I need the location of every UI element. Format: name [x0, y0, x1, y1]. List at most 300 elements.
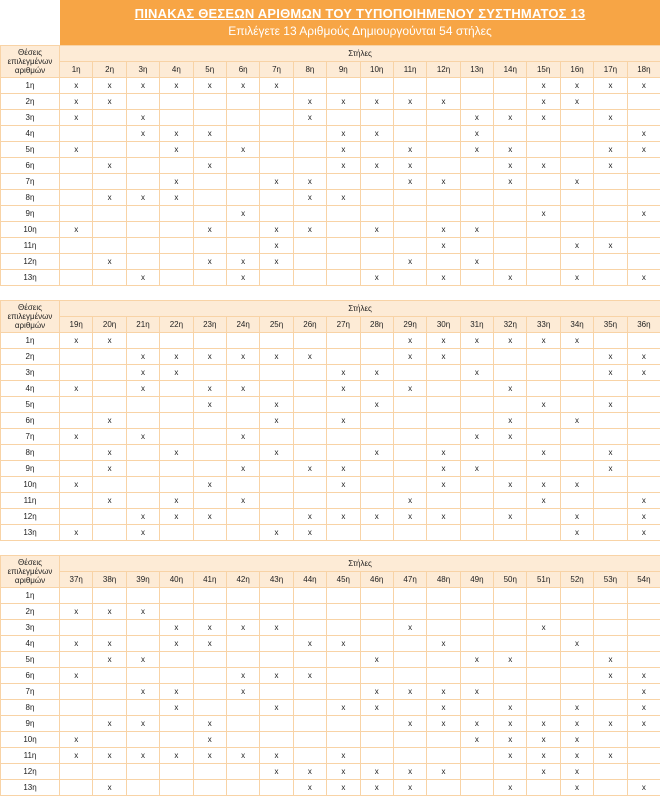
mark-cell: x: [60, 477, 93, 493]
empty-cell: [260, 636, 293, 652]
mark-cell: x: [193, 349, 226, 365]
empty-cell: [93, 684, 126, 700]
empty-cell: [560, 142, 593, 158]
mark-cell: x: [494, 732, 527, 748]
mark-cell: x: [327, 94, 360, 110]
empty-cell: [160, 716, 193, 732]
empty-cell: [427, 142, 460, 158]
empty-cell: [527, 700, 560, 716]
mark-cell: x: [60, 429, 93, 445]
empty-cell: [360, 525, 393, 541]
empty-cell: [327, 652, 360, 668]
empty-cell: [260, 158, 293, 174]
mark-cell: x: [627, 668, 660, 684]
empty-cell: [360, 142, 393, 158]
empty-cell: [594, 413, 627, 429]
mark-cell: x: [226, 142, 259, 158]
empty-cell: [360, 620, 393, 636]
column-header: 32η: [494, 317, 527, 333]
empty-cell: [60, 509, 93, 525]
row-label: 12η: [1, 764, 60, 780]
empty-cell: [327, 349, 360, 365]
empty-cell: [327, 397, 360, 413]
row-label: 1η: [1, 78, 60, 94]
mark-cell: x: [160, 190, 193, 206]
row-label: 3η: [1, 110, 60, 126]
empty-cell: [527, 684, 560, 700]
column-header: 20η: [93, 317, 126, 333]
empty-cell: [427, 110, 460, 126]
mark-cell: x: [360, 397, 393, 413]
mark-cell: x: [93, 445, 126, 461]
row-label: 13η: [1, 780, 60, 796]
empty-cell: [393, 652, 426, 668]
empty-cell: [594, 333, 627, 349]
empty-cell: [560, 493, 593, 509]
empty-cell: [93, 174, 126, 190]
mark-cell: x: [226, 254, 259, 270]
column-header: 1η: [60, 62, 93, 78]
empty-cell: [627, 764, 660, 780]
table-row: [1, 732, 660, 748]
column-header: 45η: [327, 572, 360, 588]
empty-cell: [327, 238, 360, 254]
column-header: 13η: [460, 62, 493, 78]
empty-cell: [460, 604, 493, 620]
empty-cell: [327, 429, 360, 445]
empty-cell: [460, 190, 493, 206]
empty-cell: [60, 206, 93, 222]
empty-cell: [393, 732, 426, 748]
mark-cell: x: [460, 333, 493, 349]
mark-cell: x: [560, 333, 593, 349]
empty-cell: [126, 780, 159, 796]
mark-cell: x: [393, 381, 426, 397]
mark-cell: x: [494, 174, 527, 190]
empty-cell: [427, 620, 460, 636]
mark-cell: x: [460, 126, 493, 142]
table-row: [1, 780, 660, 796]
mark-cell: x: [126, 684, 159, 700]
mark-cell: x: [260, 78, 293, 94]
mark-cell: x: [260, 174, 293, 190]
empty-cell: [494, 445, 527, 461]
empty-cell: [126, 764, 159, 780]
table-row: [1, 333, 660, 349]
empty-cell: [560, 604, 593, 620]
mark-cell: x: [327, 780, 360, 796]
mark-cell: x: [260, 238, 293, 254]
empty-cell: [594, 636, 627, 652]
mark-cell: x: [560, 636, 593, 652]
column-header: 21η: [126, 317, 159, 333]
mark-cell: x: [93, 158, 126, 174]
empty-cell: [226, 636, 259, 652]
mark-cell: x: [494, 700, 527, 716]
column-header: 10η: [360, 62, 393, 78]
empty-cell: [226, 588, 259, 604]
empty-cell: [393, 748, 426, 764]
row-label: 4η: [1, 381, 60, 397]
empty-cell: [393, 700, 426, 716]
mark-cell: x: [327, 509, 360, 525]
row-label: 7η: [1, 429, 60, 445]
mark-cell: x: [93, 652, 126, 668]
table-row: [1, 78, 660, 94]
empty-cell: [560, 429, 593, 445]
empty-cell: [560, 110, 593, 126]
empty-cell: [126, 254, 159, 270]
mark-cell: x: [260, 349, 293, 365]
empty-cell: [60, 764, 93, 780]
empty-cell: [360, 333, 393, 349]
empty-cell: [460, 206, 493, 222]
table-row: [1, 158, 660, 174]
empty-cell: [226, 716, 259, 732]
empty-cell: [527, 365, 560, 381]
empty-cell: [126, 732, 159, 748]
empty-cell: [160, 397, 193, 413]
mark-cell: x: [93, 461, 126, 477]
table-row: [1, 652, 660, 668]
mark-cell: x: [594, 110, 627, 126]
empty-cell: [494, 604, 527, 620]
mark-cell: x: [126, 652, 159, 668]
empty-cell: [460, 588, 493, 604]
column-header: 42η: [226, 572, 259, 588]
empty-cell: [594, 254, 627, 270]
column-header: 54η: [627, 572, 660, 588]
empty-cell: [60, 349, 93, 365]
empty-cell: [160, 238, 193, 254]
mark-cell: x: [527, 716, 560, 732]
empty-cell: [260, 716, 293, 732]
empty-cell: [527, 142, 560, 158]
empty-cell: [126, 333, 159, 349]
mark-cell: x: [93, 333, 126, 349]
column-header: 9η: [327, 62, 360, 78]
empty-cell: [360, 206, 393, 222]
mark-cell: x: [360, 126, 393, 142]
empty-cell: [260, 365, 293, 381]
empty-cell: [226, 365, 259, 381]
mark-cell: x: [627, 716, 660, 732]
mark-cell: x: [494, 429, 527, 445]
mark-cell: x: [494, 716, 527, 732]
mark-cell: x: [226, 349, 259, 365]
mark-cell: x: [126, 429, 159, 445]
empty-cell: [427, 158, 460, 174]
empty-cell: [60, 700, 93, 716]
empty-cell: [460, 381, 493, 397]
empty-cell: [427, 365, 460, 381]
empty-cell: [293, 493, 326, 509]
empty-cell: [193, 333, 226, 349]
mark-cell: x: [193, 254, 226, 270]
empty-cell: [360, 190, 393, 206]
empty-cell: [494, 190, 527, 206]
table-row: [1, 668, 660, 684]
column-header: 26η: [293, 317, 326, 333]
empty-cell: [527, 190, 560, 206]
table-row: [1, 413, 660, 429]
mark-cell: x: [560, 700, 593, 716]
empty-cell: [160, 429, 193, 445]
mark-cell: x: [627, 270, 660, 286]
empty-cell: [93, 477, 126, 493]
empty-cell: [193, 110, 226, 126]
mark-cell: x: [427, 270, 460, 286]
empty-cell: [594, 94, 627, 110]
mark-cell: x: [226, 270, 259, 286]
empty-cell: [160, 652, 193, 668]
empty-cell: [627, 397, 660, 413]
mark-cell: x: [393, 142, 426, 158]
table-row: [1, 365, 660, 381]
empty-cell: [594, 604, 627, 620]
mark-cell: x: [193, 636, 226, 652]
row-label: 4η: [1, 636, 60, 652]
mark-cell: x: [627, 493, 660, 509]
mark-cell: x: [527, 397, 560, 413]
row-label: 10η: [1, 222, 60, 238]
mark-cell: x: [327, 365, 360, 381]
empty-cell: [60, 445, 93, 461]
mark-cell: x: [460, 365, 493, 381]
empty-cell: [393, 206, 426, 222]
empty-cell: [527, 636, 560, 652]
mark-cell: x: [193, 620, 226, 636]
empty-cell: [226, 700, 259, 716]
empty-cell: [126, 142, 159, 158]
empty-cell: [494, 588, 527, 604]
empty-cell: [360, 174, 393, 190]
empty-cell: [460, 174, 493, 190]
columns-table-1-18: [0, 45, 660, 286]
empty-cell: [360, 110, 393, 126]
empty-cell: [594, 588, 627, 604]
empty-cell: [60, 238, 93, 254]
empty-cell: [126, 158, 159, 174]
mark-cell: x: [126, 381, 159, 397]
mark-cell: x: [327, 764, 360, 780]
mark-cell: x: [327, 748, 360, 764]
mark-cell: x: [594, 349, 627, 365]
table-row: [1, 748, 660, 764]
row-label: 9η: [1, 461, 60, 477]
empty-cell: [126, 620, 159, 636]
empty-cell: [393, 604, 426, 620]
mark-cell: x: [560, 477, 593, 493]
table-row: [1, 397, 660, 413]
mark-cell: x: [293, 780, 326, 796]
empty-cell: [594, 620, 627, 636]
mark-cell: x: [427, 238, 460, 254]
empty-cell: [527, 349, 560, 365]
mark-cell: x: [93, 780, 126, 796]
empty-cell: [393, 636, 426, 652]
mark-cell: x: [393, 493, 426, 509]
empty-cell: [193, 700, 226, 716]
empty-cell: [226, 652, 259, 668]
mark-cell: x: [126, 126, 159, 142]
mark-cell: x: [427, 509, 460, 525]
column-header: 14η: [494, 62, 527, 78]
mark-cell: x: [60, 636, 93, 652]
row-label: 3η: [1, 620, 60, 636]
mark-cell: x: [193, 126, 226, 142]
mark-cell: x: [93, 636, 126, 652]
positions-grid: [0, 45, 660, 286]
mark-cell: x: [594, 716, 627, 732]
empty-cell: [560, 445, 593, 461]
column-header: 48η: [427, 572, 460, 588]
mark-cell: x: [427, 94, 460, 110]
mark-cell: x: [594, 652, 627, 668]
mark-cell: x: [393, 174, 426, 190]
empty-cell: [460, 525, 493, 541]
mark-cell: x: [293, 190, 326, 206]
column-header: 34η: [560, 317, 593, 333]
mark-cell: x: [494, 270, 527, 286]
column-header: 30η: [427, 317, 460, 333]
empty-cell: [560, 397, 593, 413]
mark-cell: x: [60, 381, 93, 397]
empty-cell: [93, 381, 126, 397]
empty-cell: [93, 142, 126, 158]
empty-cell: [60, 413, 93, 429]
empty-cell: [293, 732, 326, 748]
empty-cell: [327, 254, 360, 270]
mark-cell: x: [560, 509, 593, 525]
empty-cell: [160, 206, 193, 222]
empty-cell: [160, 222, 193, 238]
table-row: [1, 126, 660, 142]
mark-cell: x: [226, 461, 259, 477]
empty-cell: [193, 461, 226, 477]
corner-label: Θέσεις επιλεγμένων αριθμών: [1, 556, 60, 588]
mark-cell: x: [327, 700, 360, 716]
empty-cell: [527, 270, 560, 286]
empty-cell: [360, 349, 393, 365]
empty-cell: [594, 700, 627, 716]
mark-cell: x: [527, 620, 560, 636]
empty-cell: [560, 126, 593, 142]
mark-cell: x: [527, 158, 560, 174]
mark-cell: x: [494, 158, 527, 174]
mark-cell: x: [226, 668, 259, 684]
empty-cell: [293, 445, 326, 461]
table-row: [1, 349, 660, 365]
empty-cell: [527, 126, 560, 142]
empty-cell: [627, 652, 660, 668]
table-row: [1, 493, 660, 509]
column-header: 50η: [494, 572, 527, 588]
empty-cell: [160, 525, 193, 541]
mark-cell: x: [427, 764, 460, 780]
empty-cell: [126, 174, 159, 190]
empty-cell: [627, 413, 660, 429]
mark-cell: x: [260, 700, 293, 716]
mark-cell: x: [327, 190, 360, 206]
empty-cell: [360, 716, 393, 732]
empty-cell: [327, 110, 360, 126]
empty-cell: [226, 525, 259, 541]
empty-cell: [193, 413, 226, 429]
column-header: 40η: [160, 572, 193, 588]
empty-cell: [93, 732, 126, 748]
empty-cell: [160, 477, 193, 493]
empty-cell: [393, 461, 426, 477]
mark-cell: x: [60, 333, 93, 349]
empty-cell: [360, 588, 393, 604]
mark-cell: x: [594, 78, 627, 94]
page-subtitle: Επιλέγετε 13 Αριθμούς Δημιουργούνται 54 στήλες: [228, 24, 492, 38]
table-row: [1, 174, 660, 190]
mark-cell: x: [460, 461, 493, 477]
empty-cell: [160, 254, 193, 270]
mark-cell: x: [427, 477, 460, 493]
table-row: [1, 620, 660, 636]
row-label: 11η: [1, 748, 60, 764]
mark-cell: x: [160, 349, 193, 365]
empty-cell: [60, 493, 93, 509]
mark-cell: x: [226, 78, 259, 94]
mark-cell: x: [60, 525, 93, 541]
mark-cell: x: [327, 142, 360, 158]
mark-cell: x: [527, 748, 560, 764]
empty-cell: [260, 110, 293, 126]
empty-cell: [393, 429, 426, 445]
empty-cell: [93, 700, 126, 716]
empty-cell: [627, 461, 660, 477]
row-label: 2η: [1, 94, 60, 110]
empty-cell: [260, 94, 293, 110]
empty-cell: [260, 588, 293, 604]
empty-cell: [527, 652, 560, 668]
empty-cell: [126, 94, 159, 110]
empty-cell: [393, 190, 426, 206]
empty-cell: [594, 509, 627, 525]
empty-cell: [393, 238, 426, 254]
empty-cell: [527, 429, 560, 445]
table-row: [1, 142, 660, 158]
empty-cell: [226, 190, 259, 206]
empty-cell: [293, 684, 326, 700]
row-label: 11η: [1, 238, 60, 254]
empty-cell: [60, 620, 93, 636]
empty-cell: [260, 652, 293, 668]
mark-cell: x: [60, 142, 93, 158]
row-label: 6η: [1, 413, 60, 429]
empty-cell: [427, 748, 460, 764]
row-label: 2η: [1, 604, 60, 620]
empty-cell: [93, 206, 126, 222]
mark-cell: x: [594, 238, 627, 254]
table-row: [1, 270, 660, 286]
mark-cell: x: [160, 126, 193, 142]
column-header: 27η: [327, 317, 360, 333]
mark-cell: x: [460, 110, 493, 126]
empty-cell: [293, 333, 326, 349]
empty-cell: [93, 620, 126, 636]
empty-cell: [193, 365, 226, 381]
column-header: 51η: [527, 572, 560, 588]
mark-cell: x: [93, 748, 126, 764]
mark-cell: x: [527, 333, 560, 349]
empty-cell: [260, 684, 293, 700]
empty-cell: [160, 668, 193, 684]
